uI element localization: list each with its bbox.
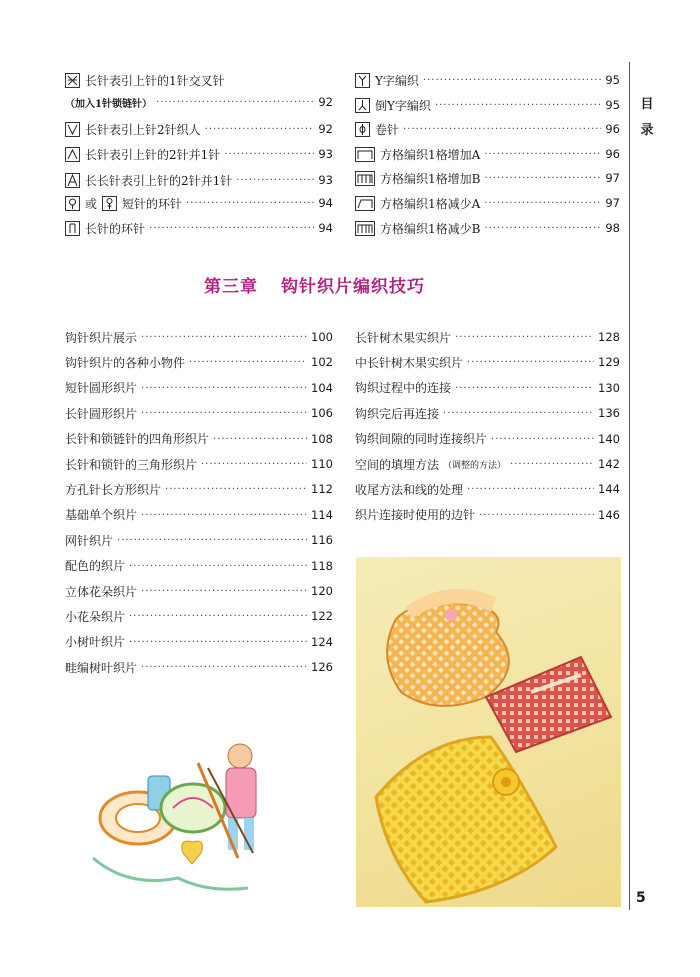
- toc-entry[interactable]: [355, 505, 620, 525]
- entry-label: 织片连接时使用的边针: [355, 508, 476, 523]
- entry-label: 小树叶织片: [65, 635, 126, 650]
- entry-label: 基础单个织片: [65, 508, 138, 523]
- entry-page: 114: [311, 507, 333, 522]
- entry-page: 95: [605, 73, 620, 87]
- entry-label: 方孔针长方形织片: [65, 482, 162, 497]
- entry-page: 97: [605, 171, 620, 185]
- cross-stitch-icon: [65, 73, 80, 88]
- decrease-icon: [65, 147, 80, 162]
- entry-label: 方格编织1格增加B: [380, 171, 481, 186]
- entry-page: 98: [605, 221, 620, 235]
- entry-label: （加入1针锁链针）: [65, 98, 152, 110]
- leader-dots: [479, 509, 594, 521]
- entry-page: 92: [318, 95, 333, 109]
- entry-label: 立体花朵织片: [65, 584, 138, 599]
- entry-label: 方格编织1格减少A: [380, 196, 481, 211]
- toc-entry[interactable]: [65, 378, 333, 398]
- entry-label: 长针表引上针2针织人: [85, 122, 201, 137]
- toc-entry[interactable]: [65, 327, 333, 347]
- toc-entry[interactable]: [355, 429, 620, 449]
- toc-entry[interactable]: [355, 70, 620, 90]
- toc-entry[interactable]: [65, 92, 333, 112]
- entry-page: 140: [598, 431, 620, 446]
- leader-dots: [510, 458, 594, 470]
- short-ring-icon: [65, 196, 80, 211]
- leader-dots: [484, 148, 601, 160]
- entry-page: 118: [311, 558, 333, 573]
- entry-label: 钩针织片展示: [65, 330, 138, 345]
- entry-label: 收尾方法和线的处理: [355, 482, 464, 497]
- toc-entry[interactable]: [355, 218, 620, 238]
- leader-dots: [141, 407, 307, 419]
- entry-page: 146: [598, 507, 620, 522]
- leader-dots: [117, 534, 307, 546]
- toc-entry[interactable]: [65, 505, 333, 525]
- entry-label: 长针的环针: [85, 221, 146, 236]
- crochet-pillow: [376, 737, 556, 902]
- entry-label: 网针织片: [65, 533, 114, 548]
- toc-entry[interactable]: [355, 95, 620, 115]
- entry-page: 95: [605, 98, 620, 112]
- thread-line: [93, 858, 248, 889]
- toc-entry[interactable]: [65, 403, 333, 423]
- entry-label: 长针和锁链针的四角形织片: [65, 432, 210, 447]
- toc-entry[interactable]: [355, 119, 620, 139]
- leader-dots: [149, 222, 314, 234]
- toc-entry[interactable]: [65, 454, 333, 474]
- leader-dots: [213, 433, 307, 445]
- entry-page: 122: [311, 609, 333, 624]
- figure-doll-icon: [226, 744, 256, 850]
- y-stitch-icon: [355, 73, 370, 88]
- entry-label: 长针和锁针的三角形织片: [65, 457, 198, 472]
- leader-dots: [484, 172, 601, 184]
- entry-label: 短针圆形织片: [65, 381, 138, 396]
- leader-dots: [141, 661, 307, 673]
- leader-dots: [141, 509, 307, 521]
- entry-page: 126: [311, 660, 333, 675]
- entry-page: 128: [598, 330, 620, 344]
- entry-page: 94: [318, 196, 333, 210]
- leader-dots: [484, 222, 601, 234]
- toc-entry[interactable]: [65, 530, 333, 550]
- toc-entry[interactable]: [65, 429, 333, 449]
- entry-label: 钩织完后再连接: [355, 406, 440, 421]
- toc-entry[interactable]: [65, 144, 333, 164]
- leader-dots: [403, 123, 601, 135]
- entry-page: 110: [311, 457, 333, 471]
- mesh-decrease-a-icon: [355, 196, 375, 211]
- entry-page: 120: [311, 584, 333, 598]
- sewing-clipart: [88, 738, 298, 903]
- entry-label: 倒Y字编织: [375, 98, 431, 113]
- crochet-items-illustration: [356, 557, 621, 907]
- entry-label: 长针树木果实织片: [355, 330, 452, 345]
- toc-entry[interactable]: [65, 581, 333, 601]
- toc-entry[interactable]: [65, 606, 333, 626]
- leader-dots: [455, 331, 594, 343]
- leader-dots: [435, 99, 601, 111]
- chapter-number: 第三章: [204, 277, 259, 297]
- entry-page: 124: [311, 634, 333, 649]
- leader-dots: [484, 197, 601, 209]
- v-increase-icon: [65, 122, 80, 137]
- leader-dots: [156, 96, 314, 108]
- long-ring-icon: [102, 196, 117, 211]
- page-number: 5: [636, 890, 646, 906]
- toc-entry[interactable]: [355, 193, 620, 213]
- entry-label: 短针的环针: [122, 196, 183, 211]
- entry-label: 长针表引上针的1针交叉针: [85, 73, 225, 88]
- entry-page: 93: [318, 173, 333, 187]
- entry-page: 100: [311, 330, 333, 344]
- mesh-increase-b-icon: [355, 171, 375, 186]
- entry-label: 卷针: [375, 122, 400, 137]
- page-divider-line: [629, 62, 630, 910]
- toc-entry[interactable]: [65, 352, 333, 372]
- entry-label: 方格编织1格增加A: [380, 147, 481, 162]
- leader-dots: [491, 433, 594, 445]
- toc-entry[interactable]: [65, 119, 333, 139]
- toc-entry[interactable]: [355, 403, 620, 423]
- entry-page: 92: [318, 122, 333, 136]
- entry-label: 长针表引上针的2针并1针: [85, 147, 221, 162]
- entry-label: 钩针织片的各种小物件: [65, 355, 186, 370]
- sewing-illustration: [88, 738, 298, 903]
- section-tab: [636, 92, 658, 144]
- entry-label: 畦编树叶织片: [65, 660, 138, 675]
- entry-label: 长长针表引上针的2针并1针: [85, 173, 233, 188]
- entry-label: 配色的织片: [65, 559, 126, 574]
- leader-dots: [189, 356, 307, 368]
- entry-page: 96: [605, 147, 620, 161]
- entry-page: 96: [605, 122, 620, 136]
- mesh-decrease-b-icon: [355, 221, 375, 236]
- section-tab-char: 目: [640, 97, 654, 112]
- toc-entry[interactable]: [355, 168, 620, 188]
- leader-dots: [443, 407, 594, 419]
- entry-page: 102: [311, 355, 333, 370]
- toc-entry[interactable]: [65, 70, 333, 90]
- toc-entry[interactable]: [355, 454, 620, 474]
- leader-dots: [186, 197, 314, 209]
- entry-page: 97: [605, 196, 620, 210]
- entry-label: 方格编织1格减少B: [380, 221, 481, 236]
- heart-icon: [182, 841, 203, 864]
- entry-sublabel: （调整的方法）: [443, 460, 507, 471]
- entry-page: 104: [311, 380, 333, 395]
- entry-label: 或: [85, 196, 98, 211]
- chapter-heading: [0, 272, 629, 297]
- entry-label: 钩织过程中的连接: [355, 381, 452, 396]
- toc-entry[interactable]: [65, 193, 333, 213]
- entry-label: 小花朵织片: [65, 609, 126, 624]
- entry-page: 144: [598, 482, 620, 497]
- toc-entry[interactable]: [65, 479, 333, 499]
- entry-page: 108: [311, 431, 333, 446]
- entry-page: 142: [598, 457, 620, 471]
- leader-dots: [236, 174, 314, 186]
- leader-dots: [467, 356, 594, 368]
- entry-page: 129: [598, 355, 620, 370]
- roll-stitch-icon: [355, 122, 370, 137]
- leader-dots: [129, 610, 307, 622]
- toc-entry[interactable]: [355, 327, 620, 347]
- entry-label: Y字编织: [375, 73, 419, 88]
- entry-page: 106: [311, 406, 333, 421]
- leader-dots: [205, 123, 315, 135]
- leader-dots: [141, 331, 307, 343]
- leader-dots: [423, 74, 601, 86]
- toc-entry[interactable]: [355, 378, 620, 398]
- toc-entry[interactable]: [355, 479, 620, 499]
- entry-label: 长针圆形织片: [65, 406, 138, 421]
- section-tab-char: 录: [640, 123, 654, 138]
- entry-label: 空间的填埋方法: [355, 457, 440, 472]
- toc-entry[interactable]: [65, 170, 333, 190]
- crochet-pouch: [387, 589, 509, 706]
- toc-entry[interactable]: [355, 144, 620, 164]
- long-decrease-icon: [65, 173, 80, 188]
- toc-entry[interactable]: [65, 556, 333, 576]
- toc-entry[interactable]: [65, 657, 333, 677]
- leader-dots: [455, 382, 594, 394]
- entry-page: 116: [311, 533, 333, 548]
- leader-dots: [129, 560, 307, 572]
- chapter-title: 钩针织片编织技巧: [280, 277, 425, 297]
- toc-entry[interactable]: [65, 218, 333, 238]
- inverted-y-icon: [355, 98, 370, 113]
- entry-page: 130: [598, 380, 620, 395]
- leader-dots: [201, 458, 307, 470]
- leader-dots: [165, 483, 307, 495]
- crochet-items-photo: [356, 557, 621, 907]
- entry-page: 112: [311, 482, 333, 497]
- toc-entry[interactable]: [65, 632, 333, 652]
- mesh-increase-a-icon: [355, 147, 375, 162]
- entry-page: 93: [318, 147, 333, 161]
- entry-page: 94: [318, 221, 333, 235]
- leader-dots: [224, 148, 314, 160]
- entry-label: 中长针树木果实织片: [355, 355, 464, 370]
- toc-entry[interactable]: [355, 352, 620, 372]
- leader-dots: [141, 585, 307, 597]
- leader-dots: [467, 483, 594, 495]
- entry-label: 钩织间隙的同时连接织片: [355, 432, 488, 447]
- leader-dots: [129, 636, 307, 648]
- entry-page: 136: [598, 406, 620, 421]
- long-ring-icon: [65, 221, 80, 236]
- leader-dots: [141, 382, 307, 394]
